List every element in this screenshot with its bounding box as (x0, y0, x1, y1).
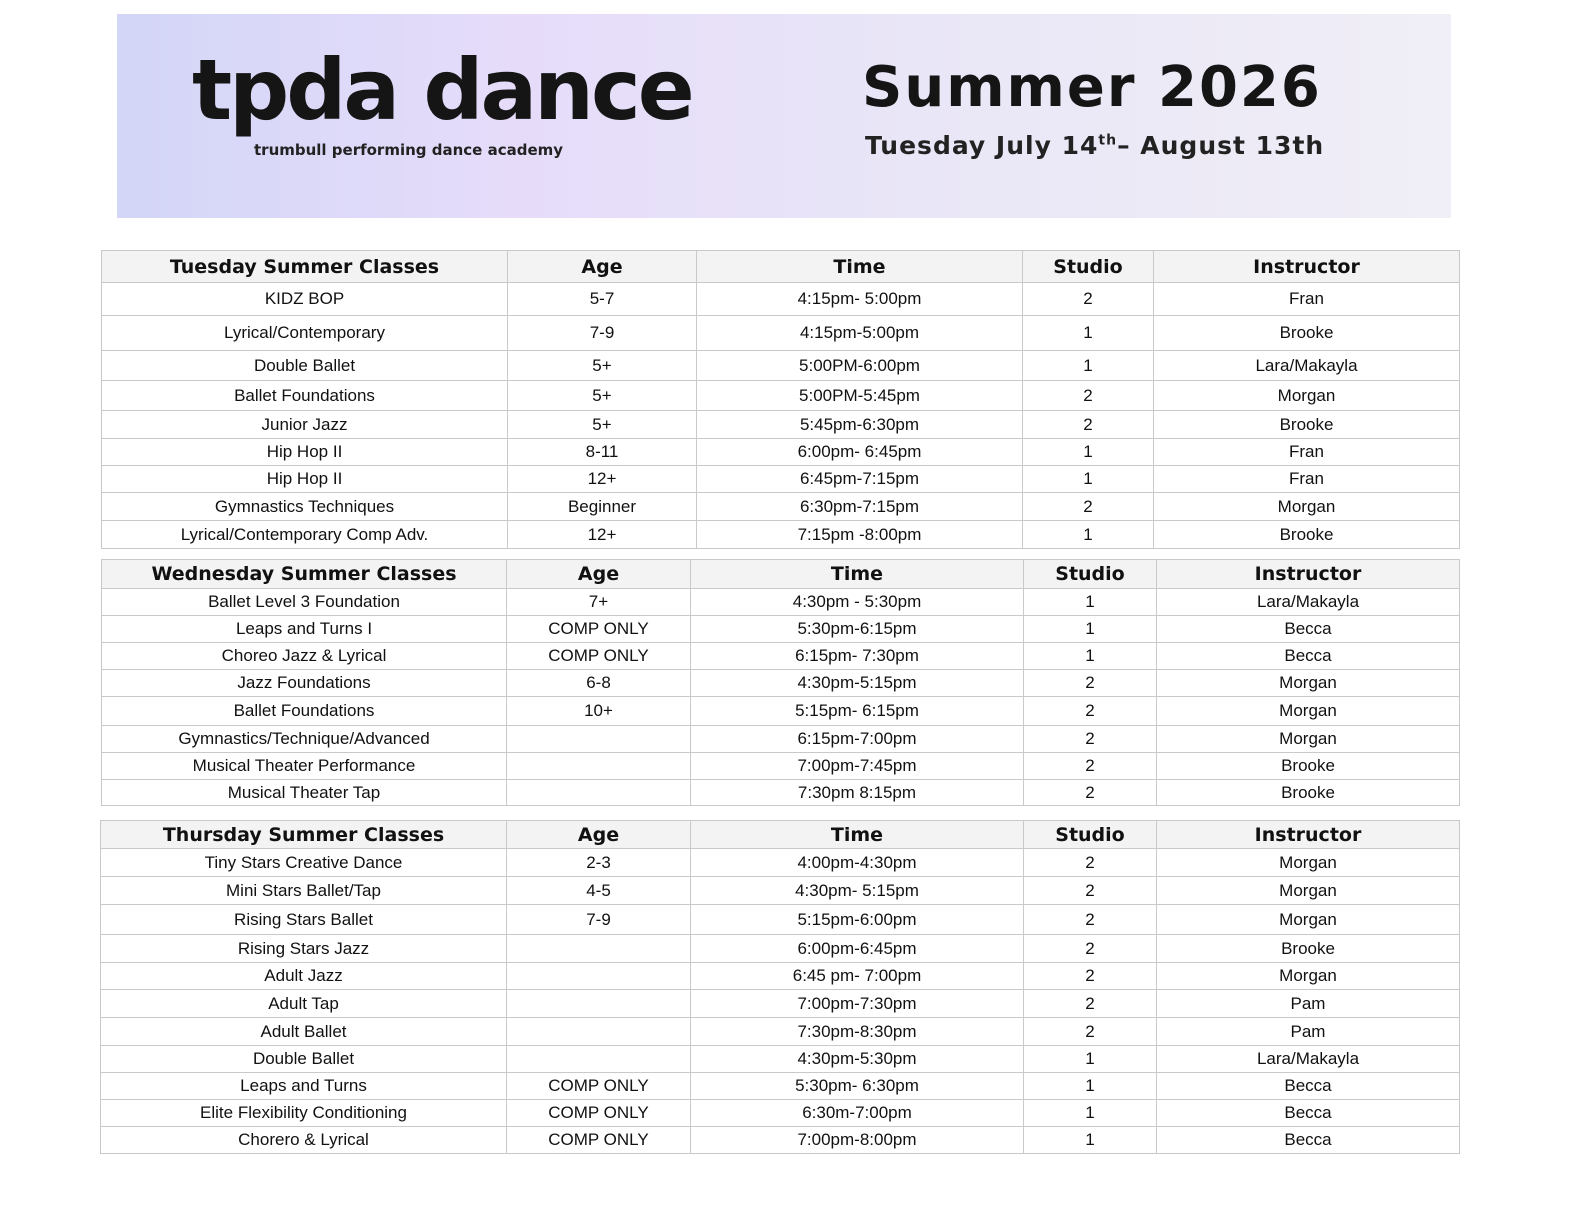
instructor-cell: Brooke (1157, 753, 1460, 780)
class-name-cell: Hip Hop II (102, 439, 508, 466)
instructor-cell: Becca (1157, 643, 1460, 670)
time-cell: 6:15pm- 7:30pm (691, 643, 1024, 670)
time-cell: 4:30pm - 5:30pm (691, 589, 1024, 616)
instructor-cell: Fran (1154, 466, 1460, 493)
dates-prefix: Tuesday July 14 (865, 131, 1099, 160)
studio-cell: 2 (1024, 849, 1157, 877)
age-cell: COMP ONLY (507, 643, 691, 670)
instructor-cell: Becca (1157, 1127, 1460, 1154)
time-header: Time (691, 560, 1024, 589)
age-cell: 8-11 (508, 439, 697, 466)
studio-cell: 2 (1024, 726, 1157, 753)
instructor-cell: Lara/Makayla (1157, 1046, 1460, 1073)
season-dates (865, 131, 1324, 160)
studio-cell: 1 (1024, 1046, 1157, 1073)
class-name-cell: Ballet Foundations (102, 381, 508, 411)
table-row (101, 905, 1460, 935)
season-title: Summer 2026 (862, 55, 1322, 120)
instructor-cell: Becca (1157, 1100, 1460, 1127)
time-cell: 4:30pm-5:15pm (691, 670, 1024, 697)
instructor-cell: Lara/Makayla (1154, 351, 1460, 381)
table-header-row (102, 560, 1460, 589)
class-name-cell: Junior Jazz (102, 411, 508, 439)
studio-header: Studio (1023, 251, 1154, 283)
studio-cell: 2 (1024, 753, 1157, 780)
class-name-cell: Leaps and Turns (101, 1073, 507, 1100)
table-row (102, 780, 1460, 806)
studio-cell: 2 (1023, 381, 1154, 411)
class-name-cell: Gymnastics Techniques (102, 493, 508, 521)
time-cell: 6:15pm-7:00pm (691, 726, 1024, 753)
instructor-cell: Morgan (1157, 963, 1460, 990)
time-cell: 4:15pm-5:00pm (697, 316, 1023, 351)
age-cell: 12+ (508, 521, 697, 549)
studio-cell: 2 (1024, 697, 1157, 726)
time-cell: 5:00PM-5:45pm (697, 381, 1023, 411)
time-cell: 6:30pm-7:15pm (697, 493, 1023, 521)
time-cell: 5:00PM-6:00pm (697, 351, 1023, 381)
table-row (101, 877, 1460, 905)
time-cell: 4:30pm-5:30pm (691, 1046, 1024, 1073)
class-name-cell: KIDZ BOP (102, 283, 508, 316)
instructor-cell: Morgan (1157, 726, 1460, 753)
studio-cell: 1 (1023, 439, 1154, 466)
class-name-cell: Ballet Foundations (102, 697, 507, 726)
studio-cell: 1 (1024, 643, 1157, 670)
table-row (101, 1100, 1460, 1127)
instructor-header: Instructor (1154, 251, 1460, 283)
class-name-cell: Lyrical/Contemporary Comp Adv. (102, 521, 508, 549)
age-cell: 12+ (508, 466, 697, 493)
time-cell: 5:15pm- 6:15pm (691, 697, 1024, 726)
day-title-header: Tuesday Summer Classes (102, 251, 508, 283)
instructor-cell: Brooke (1157, 935, 1460, 963)
age-cell (507, 963, 691, 990)
instructor-cell: Morgan (1154, 381, 1460, 411)
age-cell: 4-5 (507, 877, 691, 905)
time-cell: 7:00pm-7:45pm (691, 753, 1024, 780)
studio-cell: 2 (1024, 990, 1157, 1018)
table-row (102, 753, 1460, 780)
time-cell: 5:30pm-6:15pm (691, 616, 1024, 643)
age-cell: COMP ONLY (507, 616, 691, 643)
studio-cell: 1 (1024, 616, 1157, 643)
day-title-header: Thursday Summer Classes (101, 821, 507, 849)
age-cell: 5+ (508, 351, 697, 381)
time-cell: 5:45pm-6:30pm (697, 411, 1023, 439)
class-name-cell: Adult Tap (101, 990, 507, 1018)
age-cell: 7-9 (507, 905, 691, 935)
class-name-cell: Choreo Jazz & Lyrical (102, 643, 507, 670)
age-cell: 10+ (507, 697, 691, 726)
table-row (101, 1018, 1460, 1046)
age-cell: 5+ (508, 411, 697, 439)
studio-cell: 2 (1023, 493, 1154, 521)
age-cell: 5+ (508, 381, 697, 411)
age-cell (507, 753, 691, 780)
class-name-cell: Rising Stars Jazz (101, 935, 507, 963)
table-row (102, 466, 1460, 493)
table-row (101, 990, 1460, 1018)
instructor-cell: Brooke (1154, 316, 1460, 351)
header-banner (117, 14, 1451, 218)
class-name-cell: Adult Ballet (101, 1018, 507, 1046)
table-row (102, 670, 1460, 697)
dates-superscript: th (1098, 132, 1118, 149)
table-row (102, 316, 1460, 351)
instructor-cell: Brooke (1154, 411, 1460, 439)
time-cell: 6:00pm- 6:45pm (697, 439, 1023, 466)
studio-cell: 1 (1023, 351, 1154, 381)
age-cell: 5-7 (508, 283, 697, 316)
table-row (101, 849, 1460, 877)
age-cell: 7+ (507, 589, 691, 616)
studio-cell: 2 (1024, 1018, 1157, 1046)
class-name-cell: Mini Stars Ballet/Tap (101, 877, 507, 905)
table-row (102, 381, 1460, 411)
table-row (102, 726, 1460, 753)
time-cell: 5:15pm-6:00pm (691, 905, 1024, 935)
class-name-cell: Rising Stars Ballet (101, 905, 507, 935)
time-header: Time (691, 821, 1024, 849)
table-row (102, 616, 1460, 643)
time-cell: 4:30pm- 5:15pm (691, 877, 1024, 905)
class-name-cell: Elite Flexibility Conditioning (101, 1100, 507, 1127)
studio-cell: 2 (1024, 780, 1157, 806)
instructor-cell: Brooke (1157, 780, 1460, 806)
time-cell: 5:30pm- 6:30pm (691, 1073, 1024, 1100)
time-cell: 4:00pm-4:30pm (691, 849, 1024, 877)
studio-header: Studio (1024, 560, 1157, 589)
class-name-cell: Hip Hop II (102, 466, 508, 493)
studio-cell: 1 (1023, 521, 1154, 549)
table-row (101, 1127, 1460, 1154)
time-cell: 7:00pm-7:30pm (691, 990, 1024, 1018)
age-cell: Beginner (508, 493, 697, 521)
age-cell: 6-8 (507, 670, 691, 697)
age-cell (507, 1018, 691, 1046)
instructor-cell: Pam (1157, 1018, 1460, 1046)
table-row (102, 643, 1460, 670)
time-cell: 6:45 pm- 7:00pm (691, 963, 1024, 990)
age-cell (507, 935, 691, 963)
table-row (102, 521, 1460, 549)
table-row (102, 283, 1460, 316)
class-name-cell: Chorero & Lyrical (101, 1127, 507, 1154)
studio-cell: 1 (1023, 316, 1154, 351)
studio-cell: 1 (1024, 1127, 1157, 1154)
instructor-cell: Morgan (1157, 905, 1460, 935)
class-name-cell: Ballet Level 3 Foundation (102, 589, 507, 616)
class-name-cell: Tiny Stars Creative Dance (101, 849, 507, 877)
studio-cell: 2 (1023, 411, 1154, 439)
instructor-cell: Lara/Makayla (1157, 589, 1460, 616)
instructor-header: Instructor (1157, 821, 1460, 849)
class-name-cell: Lyrical/Contemporary (102, 316, 508, 351)
instructor-cell: Morgan (1157, 670, 1460, 697)
time-cell: 7:15pm -8:00pm (697, 521, 1023, 549)
logo-wordmark: tpda dance (192, 41, 692, 139)
wednesday-schedule-table (101, 559, 1460, 806)
time-cell: 4:15pm- 5:00pm (697, 283, 1023, 316)
instructor-cell: Morgan (1154, 493, 1460, 521)
studio-cell: 2 (1024, 877, 1157, 905)
instructor-cell: Fran (1154, 283, 1460, 316)
age-cell: COMP ONLY (507, 1073, 691, 1100)
age-cell (507, 726, 691, 753)
time-cell: 7:00pm-8:00pm (691, 1127, 1024, 1154)
time-header: Time (697, 251, 1023, 283)
instructor-cell: Morgan (1157, 877, 1460, 905)
instructor-cell: Becca (1157, 1073, 1460, 1100)
age-cell (507, 1046, 691, 1073)
dates-suffix: – August 13th (1117, 131, 1325, 160)
instructor-cell: Morgan (1157, 849, 1460, 877)
table-row (102, 589, 1460, 616)
day-title-header: Wednesday Summer Classes (102, 560, 507, 589)
age-cell: 7-9 (508, 316, 697, 351)
instructor-cell: Becca (1157, 616, 1460, 643)
instructor-cell: Pam (1157, 990, 1460, 1018)
class-name-cell: Double Ballet (101, 1046, 507, 1073)
table-header-row (102, 251, 1460, 283)
table-row (101, 935, 1460, 963)
table-row (102, 439, 1460, 466)
class-name-cell: Adult Jazz (101, 963, 507, 990)
time-cell: 6:00pm-6:45pm (691, 935, 1024, 963)
instructor-cell: Morgan (1157, 697, 1460, 726)
table-row (102, 697, 1460, 726)
studio-header: Studio (1024, 821, 1157, 849)
studio-cell: 2 (1024, 935, 1157, 963)
thursday-schedule-table (100, 820, 1460, 1154)
class-name-cell: Jazz Foundations (102, 670, 507, 697)
instructor-header: Instructor (1157, 560, 1460, 589)
class-name-cell: Musical Theater Performance (102, 753, 507, 780)
age-header: Age (508, 251, 697, 283)
instructor-cell: Fran (1154, 439, 1460, 466)
studio-cell: 2 (1024, 905, 1157, 935)
class-name-cell: Double Ballet (102, 351, 508, 381)
time-cell: 7:30pm 8:15pm (691, 780, 1024, 806)
table-header-row (101, 821, 1460, 849)
table-row (102, 411, 1460, 439)
age-cell (507, 990, 691, 1018)
class-name-cell: Gymnastics/Technique/Advanced (102, 726, 507, 753)
class-name-cell: Leaps and Turns I (102, 616, 507, 643)
studio-cell: 1 (1024, 1073, 1157, 1100)
time-cell: 7:30pm-8:30pm (691, 1018, 1024, 1046)
studio-cell: 1 (1024, 1100, 1157, 1127)
table-row (101, 963, 1460, 990)
time-cell: 6:30m-7:00pm (691, 1100, 1024, 1127)
table-row (102, 351, 1460, 381)
age-cell: COMP ONLY (507, 1127, 691, 1154)
age-cell: 2-3 (507, 849, 691, 877)
instructor-cell: Brooke (1154, 521, 1460, 549)
studio-cell: 1 (1023, 466, 1154, 493)
logo-subtitle: trumbull performing dance academy (254, 141, 564, 159)
table-row (102, 493, 1460, 521)
age-header: Age (507, 821, 691, 849)
tuesday-schedule-table (101, 250, 1460, 549)
table-row (101, 1046, 1460, 1073)
studio-cell: 1 (1024, 589, 1157, 616)
age-cell (507, 780, 691, 806)
table-row (101, 1073, 1460, 1100)
time-cell: 6:45pm-7:15pm (697, 466, 1023, 493)
age-cell: COMP ONLY (507, 1100, 691, 1127)
studio-cell: 2 (1023, 283, 1154, 316)
studio-cell: 2 (1024, 963, 1157, 990)
studio-cell: 2 (1024, 670, 1157, 697)
class-name-cell: Musical Theater Tap (102, 780, 507, 806)
age-header: Age (507, 560, 691, 589)
